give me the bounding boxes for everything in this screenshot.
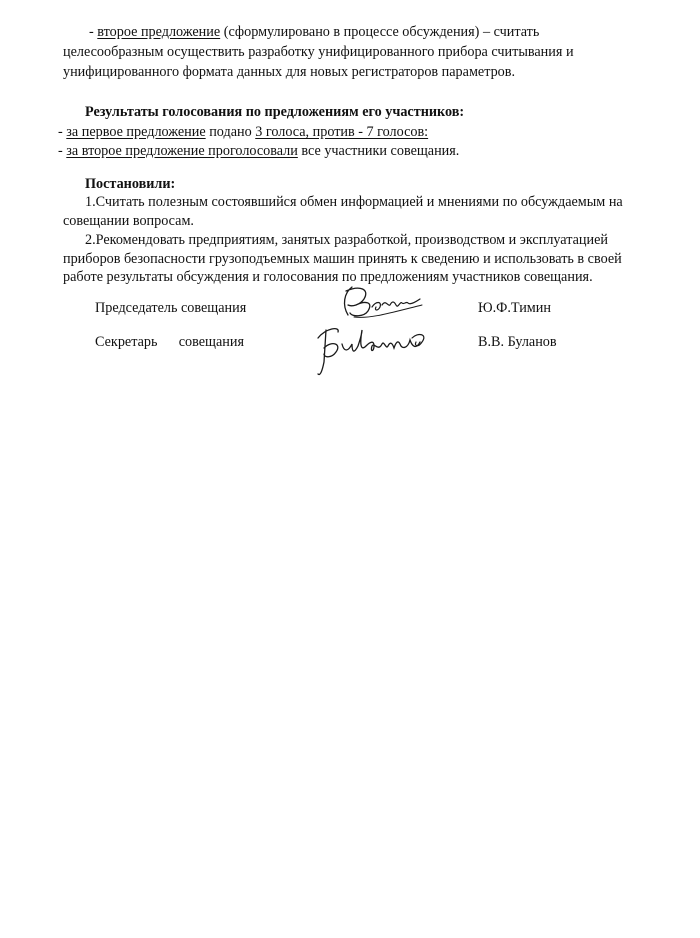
second-proposal-line3: унифицированного формата данных для новых регистраторов параметров. (63, 64, 516, 80)
decision-1-line2: совещании вопросам. (63, 213, 194, 229)
voting-item-2 (58, 142, 658, 161)
decisions-heading: Постановили: (85, 176, 176, 192)
decision-2-line1: 2.Рекомендовать предприятиям, занятых разработкой, производством и эксплуатацией (85, 232, 608, 248)
second-proposal-line1 (89, 23, 649, 43)
chair-role: Председатель совещания (95, 300, 247, 316)
second-proposal-underlined: второе предложение (97, 24, 221, 40)
secretary-signature (312, 322, 440, 378)
voting-item-1-mid: подано (205, 124, 256, 140)
dash: - (58, 124, 67, 140)
decision-1-line1: 1.Считать полезным состоявшийся обмен информацией и мнениями по обсуждаемым на (85, 194, 623, 210)
voting-item-2-underlined: за второе предложение проголосовали (66, 143, 298, 159)
dash: - (58, 143, 67, 159)
second-proposal-rest: (сформулировано в процессе обсуждения) – считать (220, 24, 540, 40)
decision-2-line2: приборов безопасности грузоподъемных машин принять к сведению и использовать в своей (63, 251, 622, 267)
voting-item-1-underlined-a: за первое предложение (66, 124, 206, 140)
second-proposal-line2: целесообразным осуществить разработку унифицированного прибора считывания и (63, 44, 574, 60)
chair-name: Ю.Ф.Тимин (478, 300, 551, 316)
voting-item-1 (58, 123, 658, 142)
decision-2-line3: работе результаты обсуждения и голосования по предложениям участников совещания. (63, 269, 593, 285)
voting-item-2-rest: все участники совещания. (297, 143, 460, 159)
voting-item-1-underlined-b: 3 голоса, против - 7 голосов: (255, 124, 429, 140)
secretary-role: Секретарь совещания (95, 334, 244, 350)
secretary-name: В.В. Буланов (478, 334, 557, 350)
dash: - (89, 24, 98, 40)
voting-heading: Результаты голосования по предложениям его участников: (85, 104, 465, 120)
